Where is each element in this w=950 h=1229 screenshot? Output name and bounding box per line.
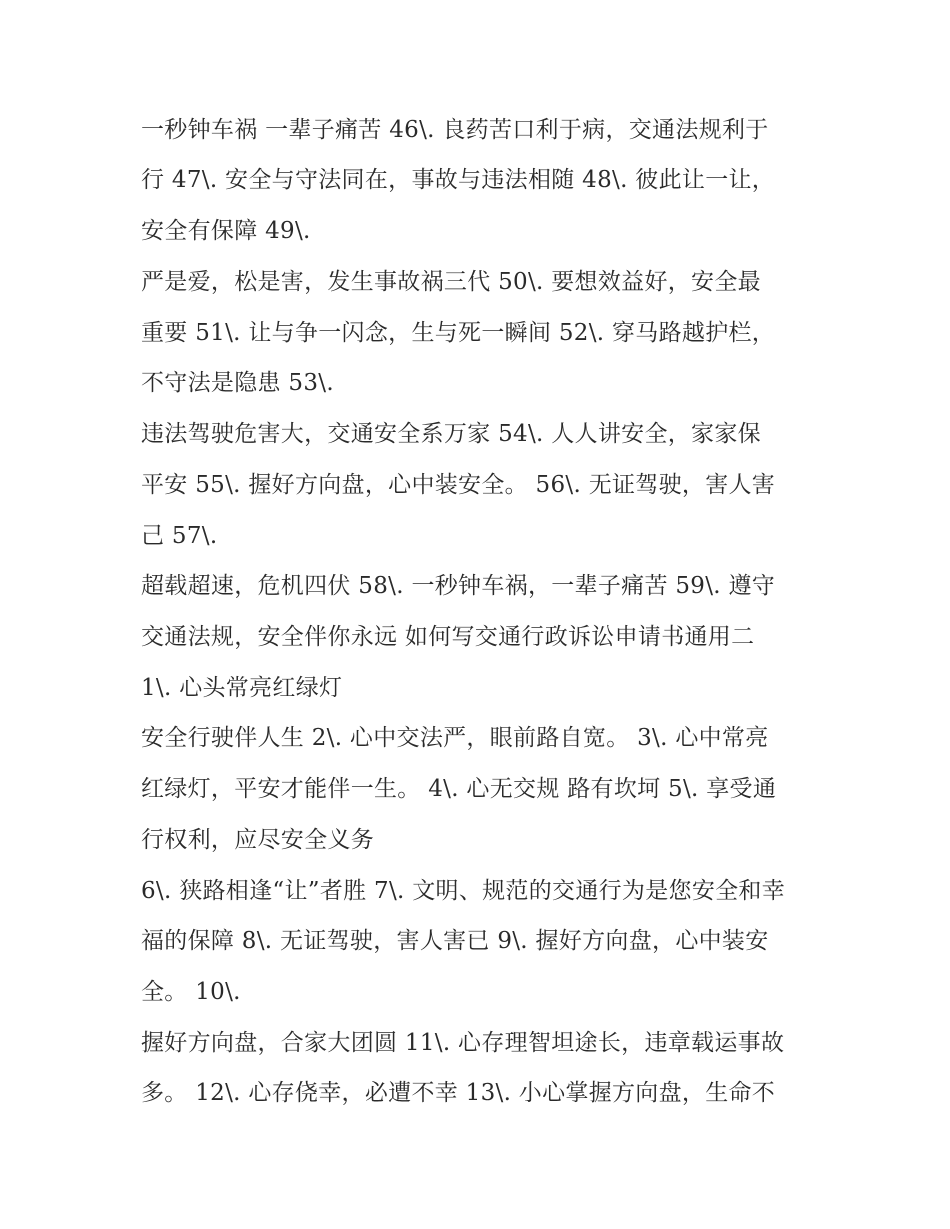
text-line: 一秒钟车祸 一辈子痛苦 46\. 良药苦口利于病，交通法规利于 — [141, 117, 769, 143]
text-line: 安全有保障 49\. — [141, 218, 311, 244]
text-line: 1\. 心头常亮红绿灯 — [141, 675, 343, 701]
text-line: 不守法是隐患 53\. — [141, 370, 334, 396]
text-line: 重要 51\. 让与争一闪念，生与死一瞬间 52\. 穿马路越护栏， — [141, 320, 776, 346]
text-line: 全。 10\. — [141, 979, 241, 1005]
text-line: 违法驾驶危害大，交通安全系万家 54\. 人人讲安全，家家保 — [141, 421, 761, 447]
text-line: 行权利，应尽安全义务 — [141, 827, 374, 853]
text-line: 6\. 狭路相逢“让”者胜 7\. 文明、规范的交通行为是您安全和幸 — [141, 878, 786, 904]
text-line: 交通法规，安全伴你永远 如何写交通行政诉讼申请书通用二 — [141, 624, 755, 650]
text-line: 红绿灯，平安才能伴一生。 4\. 心无交规 路有坎坷 5\. 享受通 — [141, 776, 777, 802]
text-line: 己 57\. — [141, 523, 218, 549]
text-line: 超载超速，危机四伏 58\. 一秒钟车祸，一辈子痛苦 59\. 遵守 — [141, 573, 776, 599]
text-line: 多。 12\. 心存侥幸，必遭不幸 13\. 小心掌握方向盘，生命不 — [141, 1080, 776, 1106]
text-line: 安全行驶伴人生 2\. 心中交法严，眼前路自宽。 3\. 心中常亮 — [141, 725, 769, 751]
text-line: 行 47\. 安全与守法同在，事故与违法相随 48\. 彼此让一让， — [141, 167, 776, 193]
text-line: 严是爱，松是害，发生事故祸三代 50\. 要想效益好，安全最 — [141, 269, 761, 295]
text-line: 福的保障 8\. 无证驾驶，害人害已 9\. 握好方向盘，心中装安 — [141, 928, 769, 954]
text-line: 握好方向盘，合家大团圆 11\. 心存理智坦途长，违章载运事故 — [141, 1030, 785, 1056]
text-line: 平安 55\. 握好方向盘，心中装安全。 56\. 无证驾驶，害人害 — [141, 472, 776, 498]
